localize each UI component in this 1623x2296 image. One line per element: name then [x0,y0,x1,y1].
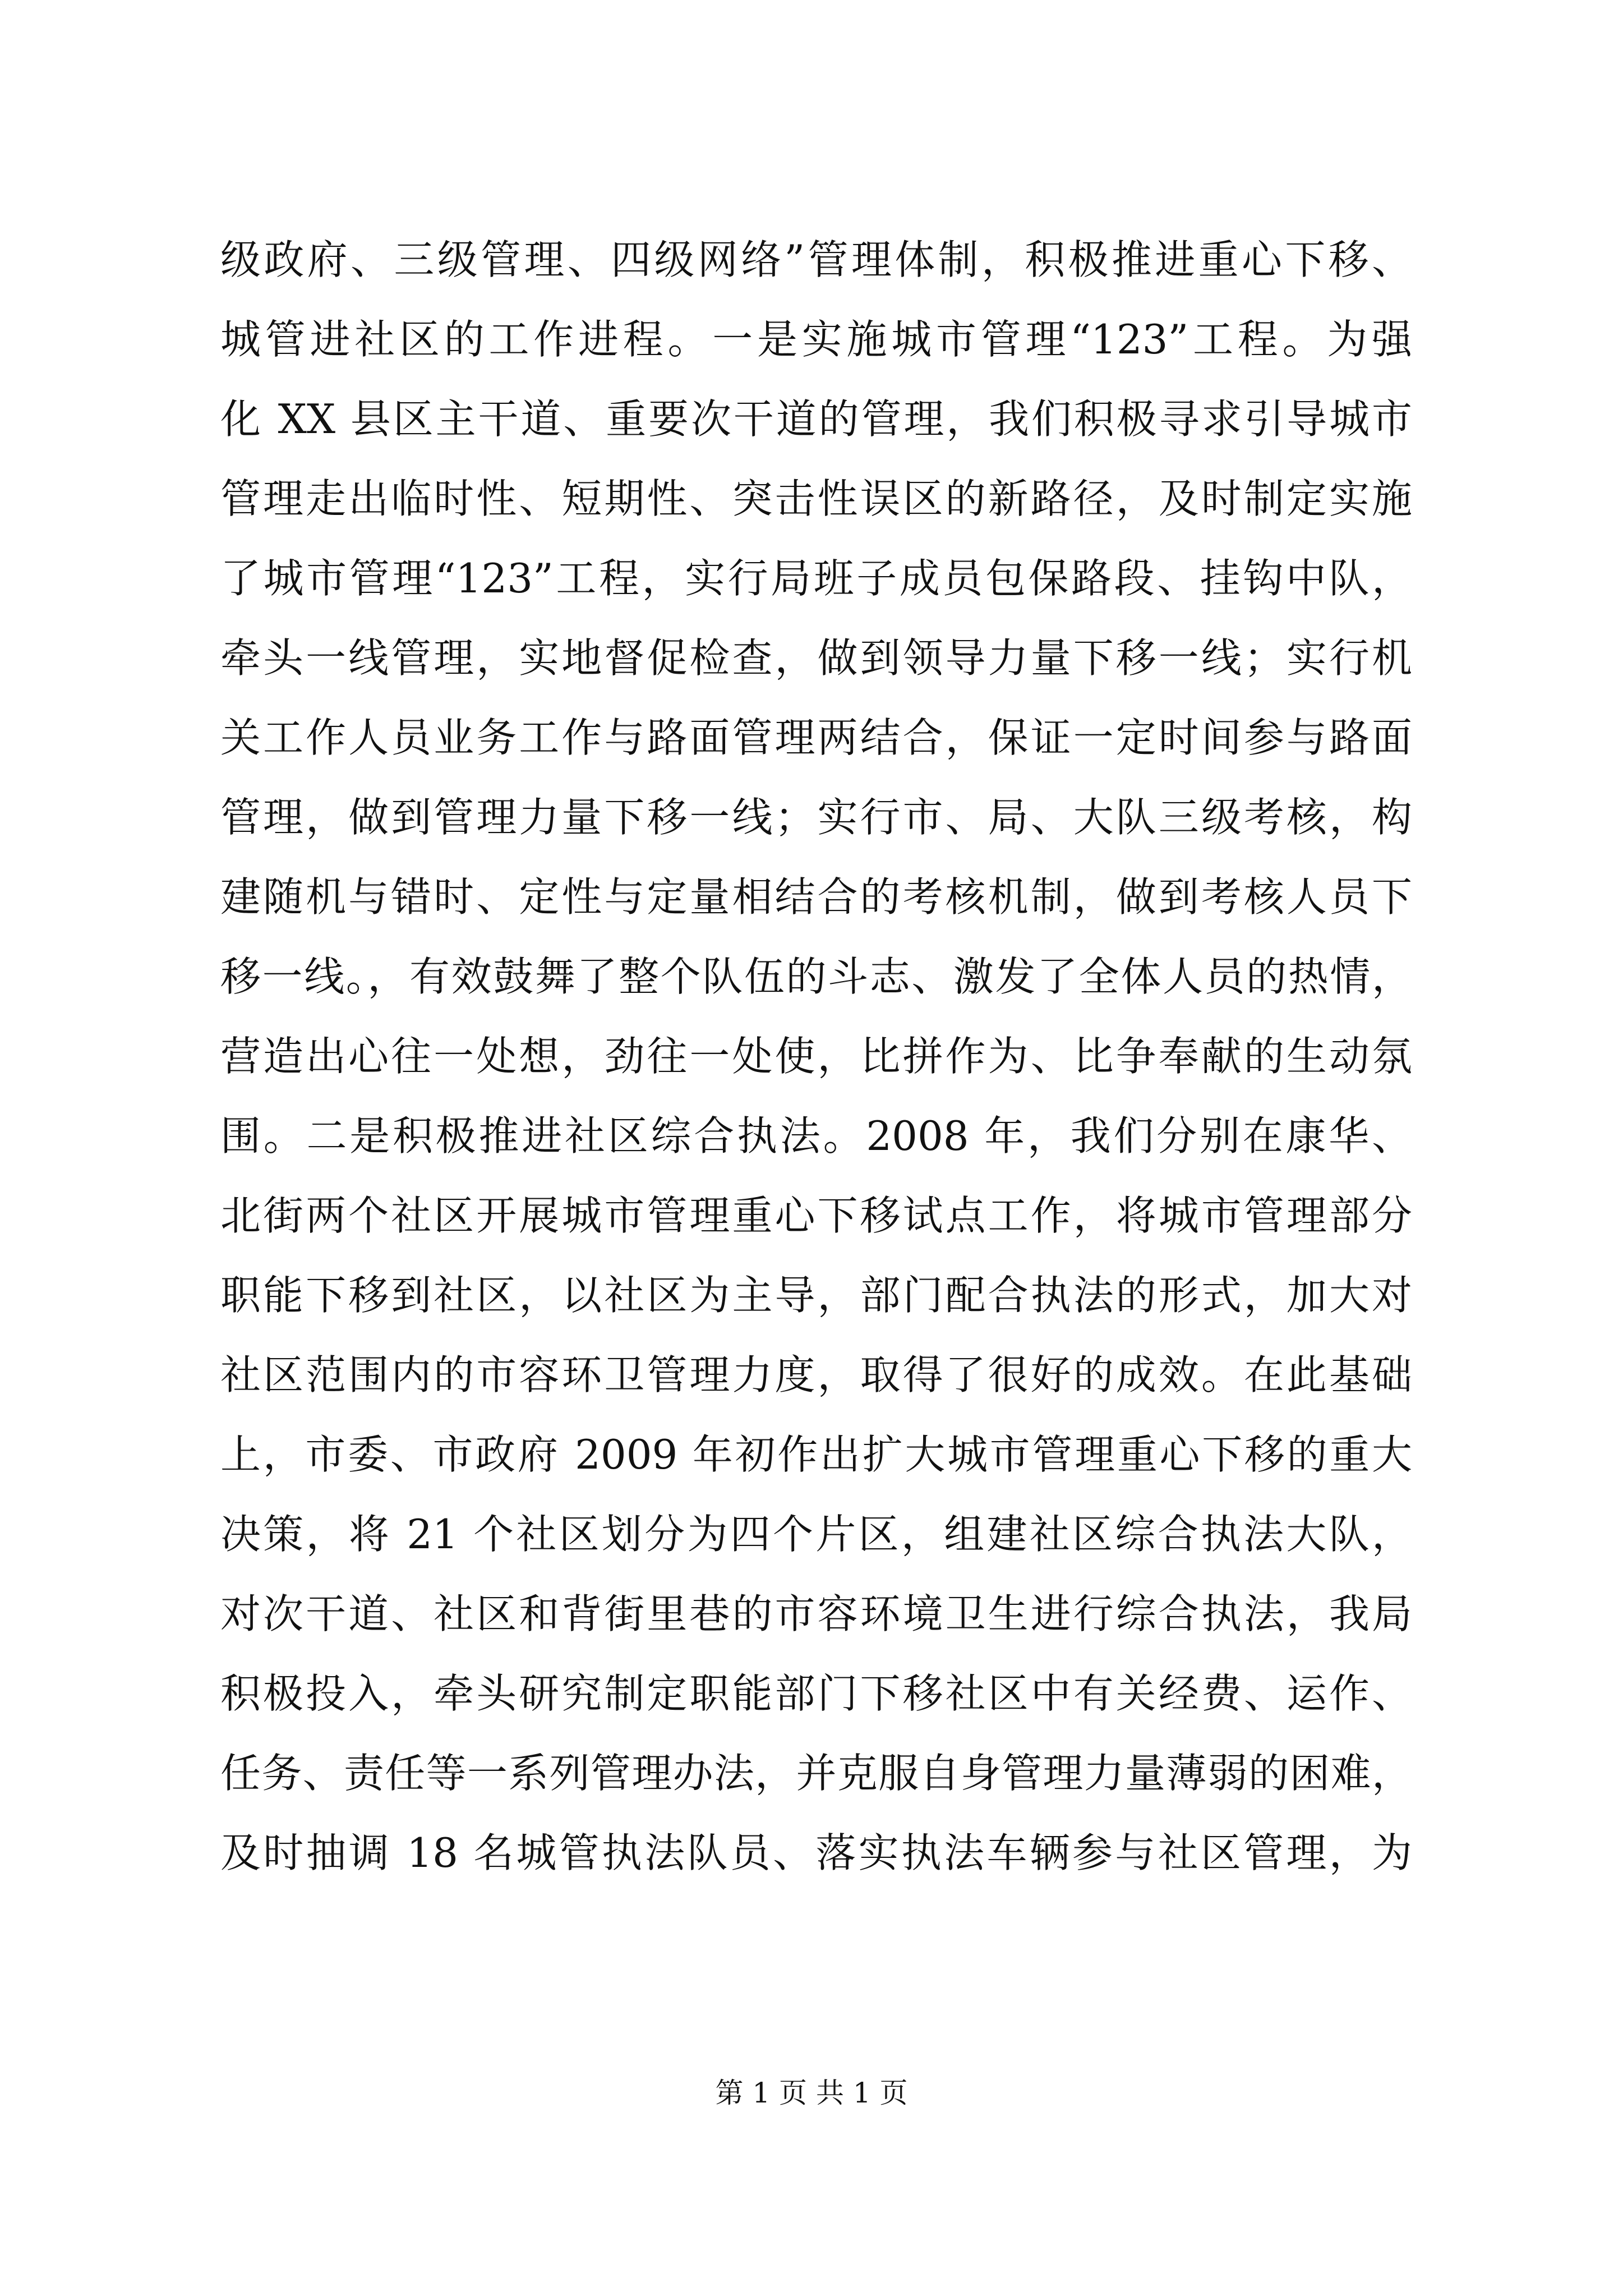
text-line: 对次干道、社区和背街里巷的市容环境卫生进行综合执法，我局 [220,1590,1412,1637]
text-line: 关工作人员业务工作与路面管理两结合，保证一定时间参与路面 [220,714,1412,761]
text-line: 级政府、三级管理、四级网络”管理体制，积极推进重心下移、 [220,236,1412,283]
text-line: 营造出心往一处想，劲往一处使，比拼作为、比争奉献的生动氛 [220,1033,1412,1080]
text-line: 牵头一线管理，实地督促检查，做到领导力量下移一线；实行机 [220,634,1412,682]
text-line: 决策，将 21 个社区划分为四个片区，组建社区综合执法大队， [220,1511,1412,1558]
text-line: 了城市管理“123”工程，实行局班子成员包保路段、挂钩中队， [220,555,1412,602]
text-line: 及时抽调 18 名城管执法队员、落实执法车辆参与社区管理，为 [220,1829,1412,1876]
page-footer [0,2073,1623,2113]
text-line: 北街两个社区开展城市管理重心下移试点工作，将城市管理部分 [220,1192,1412,1239]
text-line: 上，市委、市政府 2009 年初作出扩大城市管理重心下移的重大 [220,1431,1412,1478]
text-line: 围。二是积极推进社区综合执法。2008 年，我们分别在康华、 [220,1112,1412,1159]
text-line: 城管进社区的工作进程。一是实施城市管理“123”工程。为强 [220,316,1412,363]
text-line: 社区范围内的市容环卫管理力度，取得了很好的成效。在此基础 [220,1351,1412,1398]
text-line: 管理，做到管理力量下移一线；实行市、局、大队三级考核，构 [220,794,1412,841]
text-line: 移一线。，有效鼓舞了整个队伍的斗志、激发了全体人员的热情， [220,953,1412,1000]
page-number: 第 1 页 共 1 页 [715,2077,908,2109]
text-line: 职能下移到社区，以社区为主导，部门配合执法的形式，加大对 [220,1272,1412,1319]
text-line: 积极投入，牵头研究制定职能部门下移社区中有关经费、运作、 [220,1670,1412,1717]
text-line: 化 XX 县区主干道、重要次干道的管理，我们积极寻求引导城市 [220,395,1412,443]
text-line: 建随机与错时、定性与定量相结合的考核机制，做到考核人员下 [220,873,1412,921]
body-text [220,220,1412,1893]
text-line: 任务、责任等一系列管理办法，并克服自身管理力量薄弱的困难， [220,1750,1412,1797]
text-line: 管理走出临时性、短期性、突击性误区的新路径，及时制定实施 [220,475,1412,522]
